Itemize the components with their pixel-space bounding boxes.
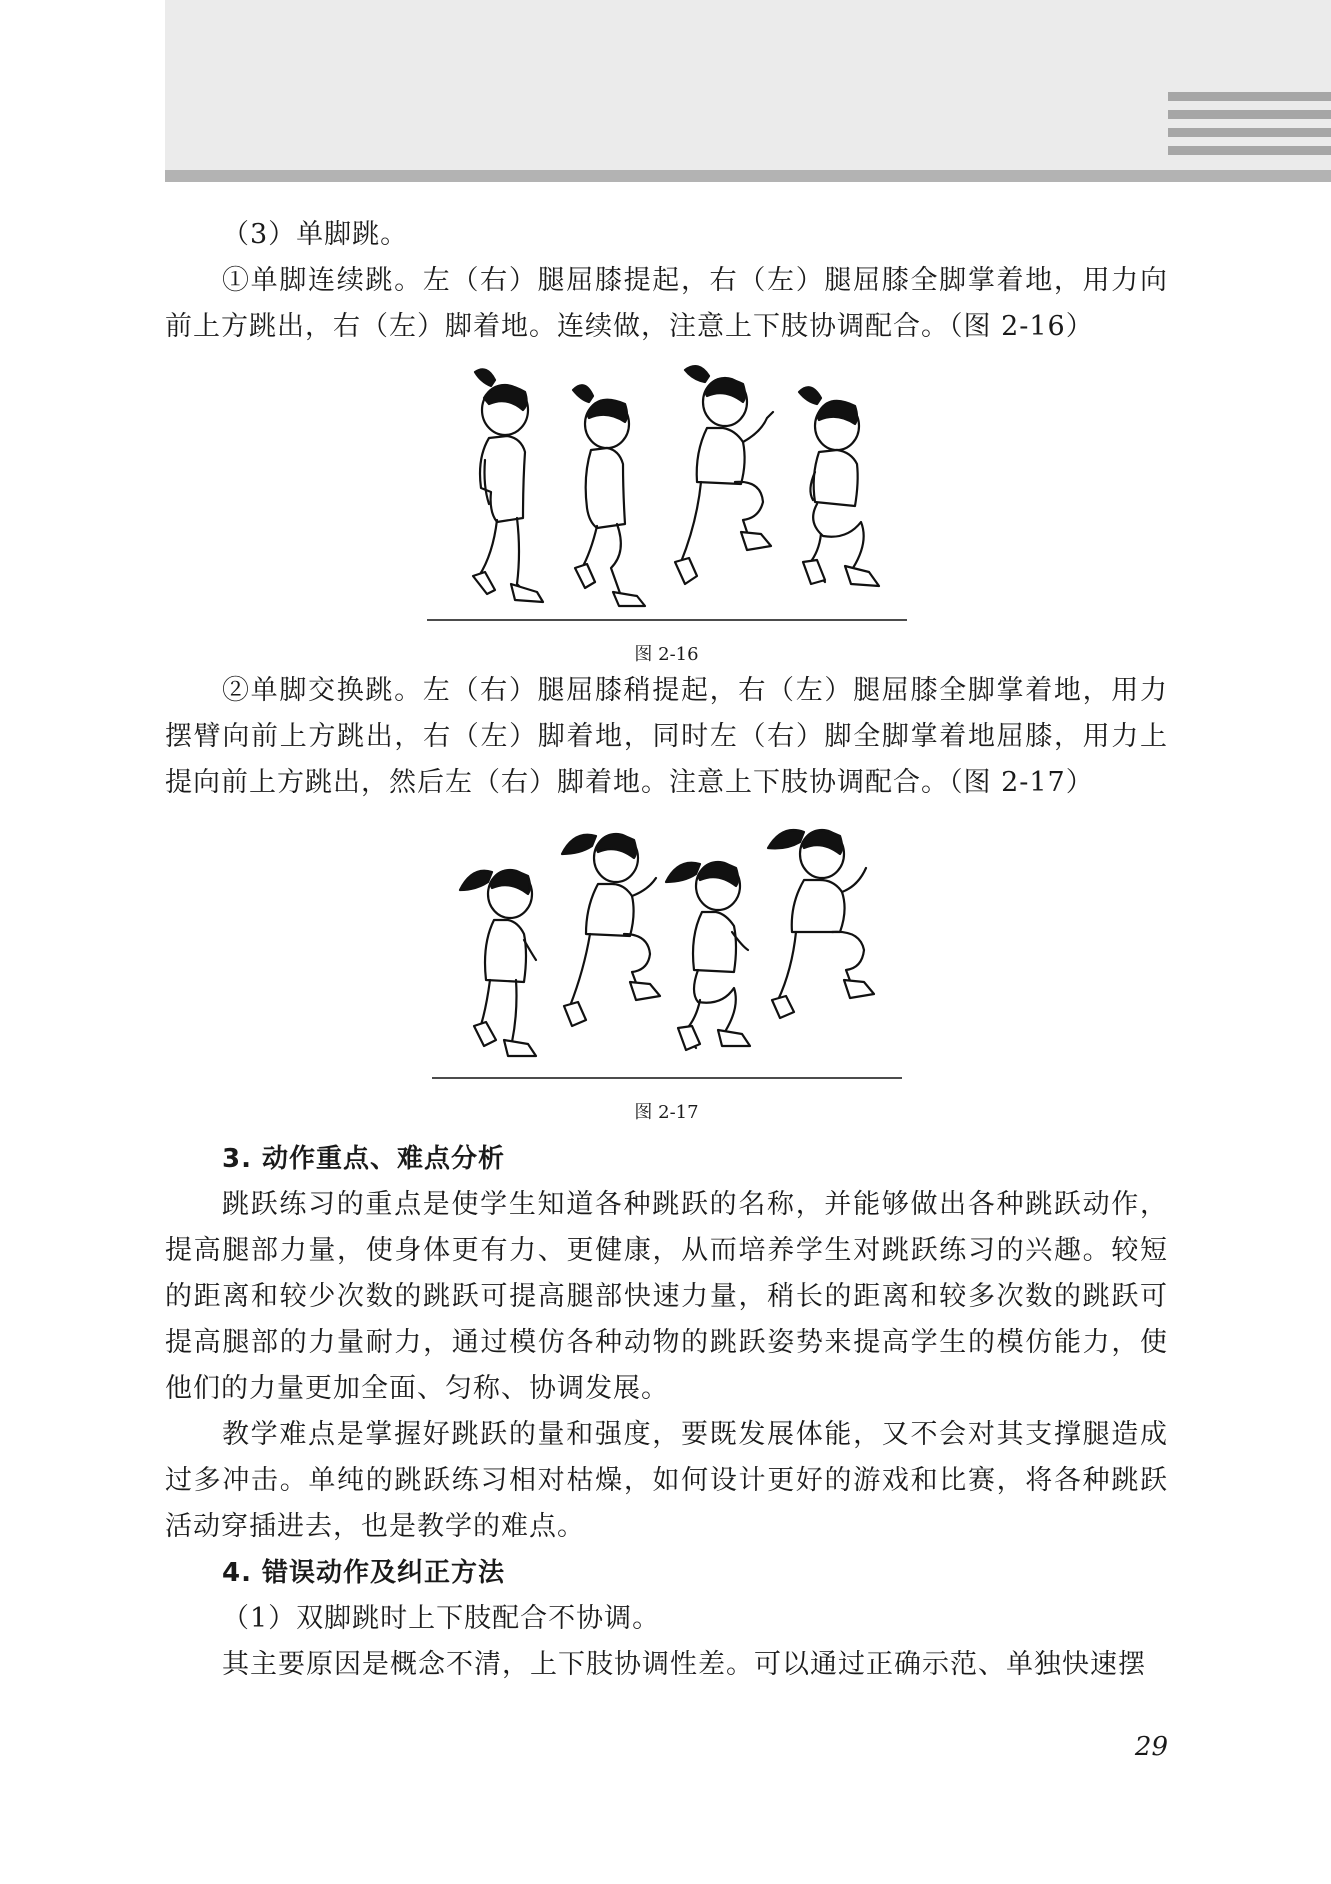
figure-2-17-caption: 图 2-17 (634, 1102, 699, 1123)
page-content (165, 212, 1168, 1688)
paragraph-errors: 其主要原因是概念不清，上下肢协调性差。可以通过正确示范、单独快速摆 (222, 1649, 1146, 1680)
paragraph-single-leg-alternating: ②单脚交换跳。左（右）腿屈膝稍提起，右（左）腿屈膝全脚掌着地，用力摆臂向前上方跳出，右（左）脚着地，同时左（右）脚全脚掌着地屈膝，用力上提向前上方跳出，然后左（右）脚着地。注意上下肢协调配合。（图 2-17） (165, 675, 1168, 798)
subsection-heading: （3）单脚跳。 (222, 219, 409, 250)
header-stripes (1168, 92, 1331, 164)
section-heading-key-points: 3. 动作重点、难点分析 (222, 1144, 506, 1174)
page-number: 29 (1134, 1732, 1168, 1762)
paragraph-single-leg-continuous: ①单脚连续跳。左（右）腿屈膝提起，右（左）腿屈膝全脚掌着地，用力向前上方跳出，右（左）脚着地。连续做，注意上下肢协调配合。（图 2-16） (165, 265, 1168, 342)
figure-2-17 (165, 820, 1168, 1126)
paragraph-difficulties: 教学难点是掌握好跳跃的量和强度，要既发展体能，又不会对其支撑腿造成过多冲击。单纯的跳跃练习相对枯燥，如何设计更好的游戏和比赛，将各种跳跃活动穿插进去，也是教学的难点。 (165, 1419, 1168, 1542)
paragraph-key-points: 跳跃练习的重点是使学生知道各种跳跃的名称，并能够做出各种跳跃动作，提高腿部力量，使身体更有力、更健康，从而培养学生对跳跃练习的兴趣。较短的距离和较少次数的跳跃可提高腿部快速力量，稍长的距离和较多次数的跳跃可提高腿部的力量耐力，通过模仿各种动物的跳跃姿势来提高学生的模仿能力，使他们的力量更加全面、匀称、协调发展。 (165, 1189, 1168, 1404)
section-heading-errors: 4. 错误动作及纠正方法 (222, 1558, 506, 1588)
figure-2-16-caption: 图 2-16 (634, 644, 699, 665)
header-rule (165, 170, 1331, 182)
subsection-heading-errors-1: （1）双脚跳时上下肢配合不协调。 (222, 1603, 661, 1634)
figure-2-17-illustration (432, 820, 902, 1088)
figure-2-16-illustration (427, 362, 907, 630)
figure-2-16 (165, 362, 1168, 668)
header-band (165, 0, 1331, 170)
